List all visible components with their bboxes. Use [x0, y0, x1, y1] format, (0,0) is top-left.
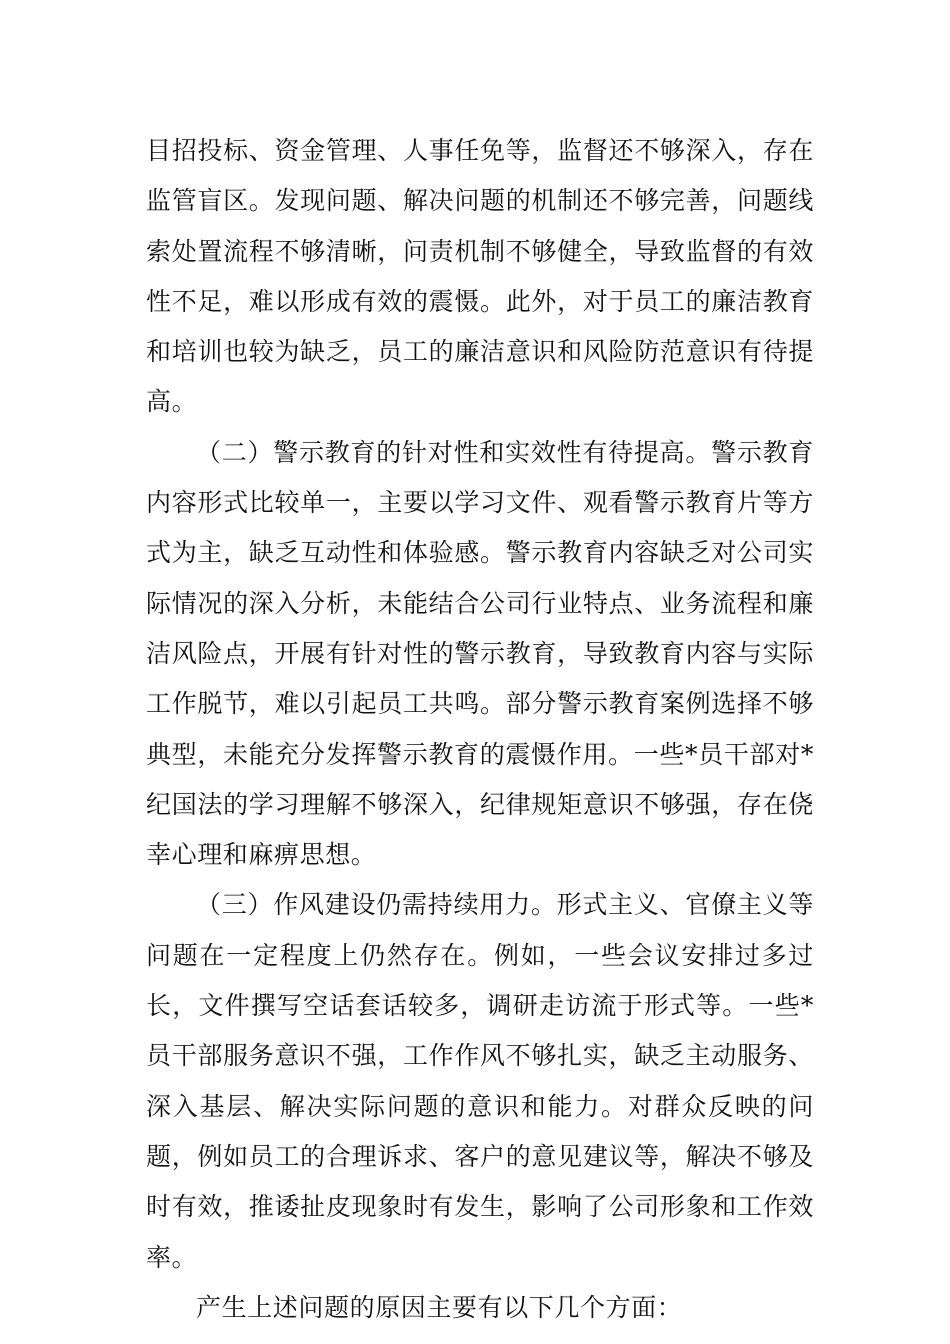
paragraph-work-style: （三）作风建设仍需持续用力。形式主义、官僚主义等问题在一定程度上仍然存在。例如，一些会议安排过多过长，文件撰写空话套话较多，调研走访流于形式等。一些*员干部服务意识不强，工作作风不够扎实，缺乏主动服务、深入基层、解决实际问题的意识和能力。对群众反映的问题，例如员工的合理诉求、客户的意见建议等，解决不够及时有效，推诿扯皮现象时有发生，影响了公司形象和工作效率。: [146, 890, 814, 1272]
paragraph-continuation: 目招投标、资金管理、人事任免等，监督还不够深入，存在监管盲区。发现问题、解决问题的机制还不够完善，问题线索处置流程不够清晰，问责机制不够健全，导致监督的有效性不足，难以形成有效的震慑。此外，对于员工的廉洁教育和培训也较为缺乏，员工的廉洁意识和风险防范意识有待提高。: [146, 136, 814, 417]
document-body: [146, 126, 814, 1333]
paragraph-causes-intro: 产生上述问题的原因主要有以下几个方面：: [196, 1292, 683, 1322]
paragraph-warning-education: （二）警示教育的针对性和实效性有待提高。警示教育内容形式比较单一，主要以学习文件、观看警示教育片等方式为主，缺乏互动性和体验感。警示教育内容缺乏对公司实际情况的深入分析，未能结合公司行业特点、业务流程和廉洁风险点，开展有针对性的警示教育，导致教育内容与实际工作脱节，难以引起员工共鸣。部分警示教育案例选择不够典型，未能充分发挥警示教育的震慑作用。一些*员干部对*纪国法的学习理解不够深入，纪律规矩意识不够强，存在侥幸心理和麻痹思想。: [146, 437, 814, 870]
